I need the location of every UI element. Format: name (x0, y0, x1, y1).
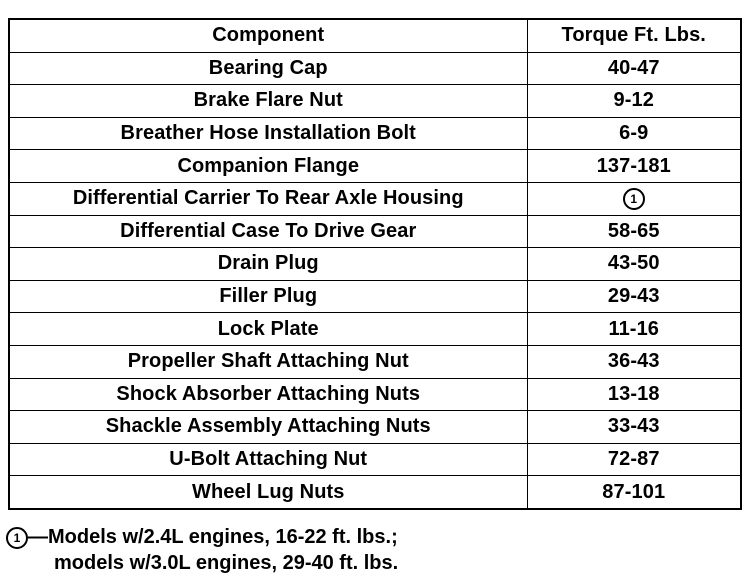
table-header-row (9, 19, 741, 52)
table-row (9, 378, 741, 411)
torque-cell: 43-50 (527, 248, 741, 281)
torque-cell: 6-9 (527, 117, 741, 150)
footnote-reference-marker: 1 (623, 188, 645, 210)
table-row (9, 182, 741, 215)
table-row (9, 117, 741, 150)
table-row (9, 476, 741, 509)
component-column-header: Component (9, 19, 527, 52)
table-row (9, 411, 741, 444)
component-cell: Lock Plate (9, 313, 527, 346)
component-cell: U-Bolt Attaching Nut (9, 443, 527, 476)
component-cell: Propeller Shaft Attaching Nut (9, 345, 527, 378)
table-row (9, 52, 741, 85)
torque-cell: 36-43 (527, 345, 741, 378)
footnote-line-2: models w/3.0L engines, 29-40 ft. lbs. (54, 552, 399, 574)
component-cell: Companion Flange (9, 150, 527, 183)
component-cell: Differential Case To Drive Gear (9, 215, 527, 248)
component-cell: Filler Plug (9, 280, 527, 313)
torque-cell: 11-16 (527, 313, 741, 346)
table-row (9, 248, 741, 281)
torque-cell: 13-18 (527, 378, 741, 411)
footnote-marker: 1 (6, 527, 28, 549)
torque-cell (527, 182, 741, 215)
component-cell: Brake Flare Nut (9, 85, 527, 118)
component-cell: Wheel Lug Nuts (9, 476, 527, 509)
table-row (9, 280, 741, 313)
footnote (6, 524, 398, 576)
torque-cell: 33-43 (527, 411, 741, 444)
torque-cell: 40-47 (527, 52, 741, 85)
torque-cell: 72-87 (527, 443, 741, 476)
torque-spec-table (8, 18, 742, 510)
torque-cell: 137-181 (527, 150, 741, 183)
table-row (9, 85, 741, 118)
footnote-text-1: —Models w/2.4L engines, 16-22 ft. lbs.; (28, 526, 398, 548)
component-cell: Breather Hose Installation Bolt (9, 117, 527, 150)
torque-column-header: Torque Ft. Lbs. (527, 19, 741, 52)
torque-cell: 9-12 (527, 85, 741, 118)
component-cell: Shock Absorber Attaching Nuts (9, 378, 527, 411)
component-cell: Shackle Assembly Attaching Nuts (9, 411, 527, 444)
table-row (9, 313, 741, 346)
table-row (9, 345, 741, 378)
component-cell: Drain Plug (9, 248, 527, 281)
table-row (9, 443, 741, 476)
table-row (9, 215, 741, 248)
component-cell: Differential Carrier To Rear Axle Housing (9, 182, 527, 215)
torque-cell: 87-101 (527, 476, 741, 509)
component-cell: Bearing Cap (9, 52, 527, 85)
torque-cell: 29-43 (527, 280, 741, 313)
torque-cell: 58-65 (527, 215, 741, 248)
footnote-line-1 (6, 524, 398, 550)
table-row (9, 150, 741, 183)
